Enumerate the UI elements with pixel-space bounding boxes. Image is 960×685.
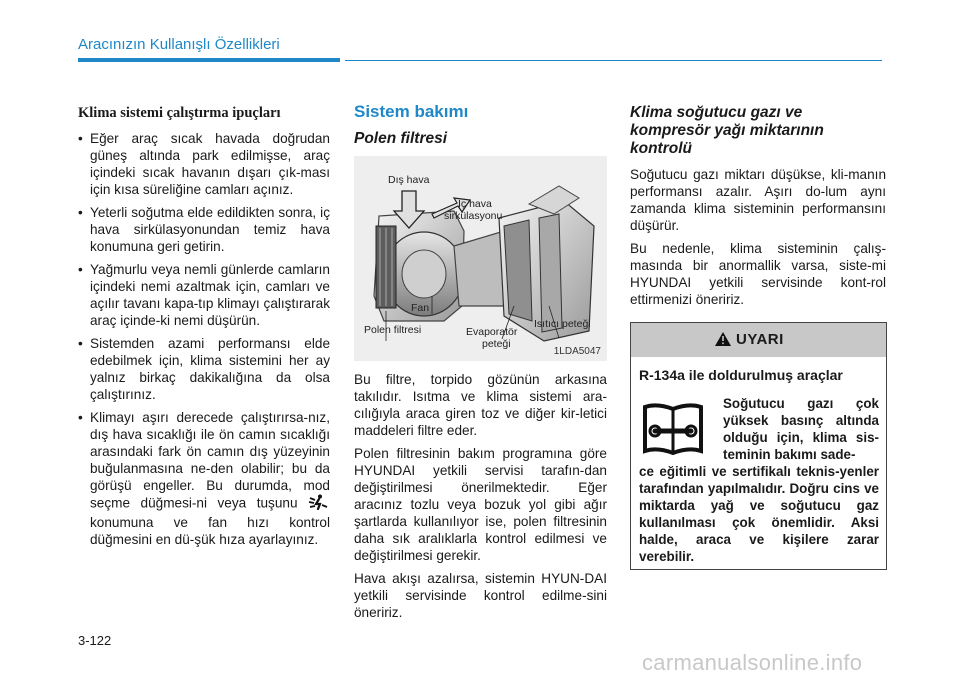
warning-subtitle: R-134a ile doldurulmuş araçlar bbox=[639, 367, 843, 383]
list-item: • Eğer araç sıcak havada doğrudan güneş altında park edilmişse, araç içindeki sıcak havanın dışarı çık-ması için kısa süreliğine camları açınız. bbox=[78, 130, 330, 198]
list-item: • Yağmurlu veya nemli günlerde camların içindeki nemi azaltmak için, camları ve açılır tavanı kapa-tıp klimayı çalıştırarak araç içinde-ki nemi düşürün. bbox=[78, 261, 330, 329]
watermark: carmanualsonline.info bbox=[642, 650, 863, 675]
hvac-diagram bbox=[354, 156, 607, 361]
section-title: Sistem bakımı bbox=[354, 102, 469, 121]
warning-box bbox=[630, 322, 887, 570]
warning-text-indented: Soğutucu gazı çok yüksek basınç altında olduğu için, klima sis-teminin bakımı sade- bbox=[723, 396, 879, 462]
warning-text bbox=[639, 395, 879, 565]
paragraph: Bu nedenle, klima sisteminin çalış-masında bir anormallik varsa, siste-mi HYUNDAI yetkili servisinde kont-rol ettirmenizi öneririz. bbox=[630, 241, 886, 307]
label-recirculation-2: sirkülasyonu bbox=[444, 210, 503, 222]
label-pollen-filter: Polen filtresi bbox=[364, 324, 422, 336]
list-item: • Yeterli soğutma elde edildikten sonra, iç hava sirkülasyonundan temiz hava konumuna geri getirin. bbox=[78, 204, 330, 255]
refrigerant-check-title: Klima soğutucu gazı ve kompresör yağı miktarının kontrolü bbox=[630, 104, 824, 157]
column-3 bbox=[630, 104, 886, 570]
header-rule bbox=[345, 60, 882, 61]
paragraph: Hava akışı azalırsa, sistemin HYUN-DAI yetkili servisinde kontrol edilme-sini öneririz. bbox=[354, 571, 607, 620]
pollen-filter-title: Polen filtresi bbox=[354, 130, 448, 147]
warning-text-full: ce eğitimli ve sertifikalı teknis-yenler tarafından yapılmalıdır. Doğru cins ve miktarda yağ ve soğutucu gaz kullanılması çok önemlidir. Aksi halde, araca ve kişilere zarar verebilir. bbox=[639, 464, 879, 564]
paragraph: Soğutucu gazı miktarı düşükse, kli-manın performansı azalır. Aşırı do-lum aynı zamanda klima sisteminin performansını düşürür. bbox=[630, 167, 886, 233]
label-fan: Fan bbox=[411, 302, 430, 314]
label-evaporator-1: Evaporatör bbox=[466, 326, 518, 338]
label-heater-core: Isıtıcı peteği bbox=[534, 318, 591, 330]
list-item-text-part2: konumuna ve fan hızı kontrol düğmesini en dü-şük hıza ayarlayınız. bbox=[90, 515, 330, 547]
chapter-title: Aracınızın Kullanışlı Özellikleri bbox=[78, 36, 280, 53]
warning-title: UYARI bbox=[736, 331, 784, 348]
paragraph: Bu filtre, torpido gözünün arkasına takılıdır. Isıtma ve klima sistemi ara-cılığıyla araca giren toz ve diğer kir-letici maddeleri filtre eder. bbox=[354, 372, 607, 438]
paragraph: Polen filtresinin bakım programına göre HYUNDAI yetkili servisi tarafın-dan değiştirilmesi önerilmektedir. Eğer aracınız tozlu veya bozuk yol gibi ağır şartlarda kullanılıyor ise, polen filtresinin daha sık aralıklarla kontrol edilmesi ve değiştirilmesi gerekir. bbox=[354, 446, 607, 563]
column-1 bbox=[78, 100, 330, 554]
floor-defrost-mode-icon bbox=[308, 494, 330, 514]
header-rule-accent bbox=[78, 58, 340, 62]
ac-tips-heading: Klima sistemi çalıştırma ipuçları bbox=[78, 105, 281, 121]
page-number: 3-122 bbox=[78, 633, 112, 648]
list-item: • Sistemden azami performansı elde edebilmek için, klima sistemini her ay yalnız birkaç dakikalığına da olsa çalıştırınız. bbox=[78, 335, 330, 403]
column-2 bbox=[354, 100, 607, 627]
label-evaporator-2: peteği bbox=[482, 338, 511, 350]
label-recirculation-1: İç hava bbox=[458, 198, 492, 210]
list-item-text-part1: Klimayı aşırı derecede çalıştırırsa-nız, dış hava sıcaklığı ile ön camın sıcaklığı arasındaki fark ön camın dış yüzeyinin buğulanmasına ne-den olabilir; bu da görüşü engeller. Bu durumda, mod seçme düğmesi-ni veya tuşunu bbox=[90, 410, 330, 511]
warning-triangle-icon bbox=[715, 332, 731, 346]
figure-id: 1LDA5047 bbox=[553, 346, 601, 357]
list-item bbox=[78, 409, 330, 548]
label-outside-air: Dış hava bbox=[388, 174, 430, 186]
ac-tips-list bbox=[78, 130, 330, 548]
